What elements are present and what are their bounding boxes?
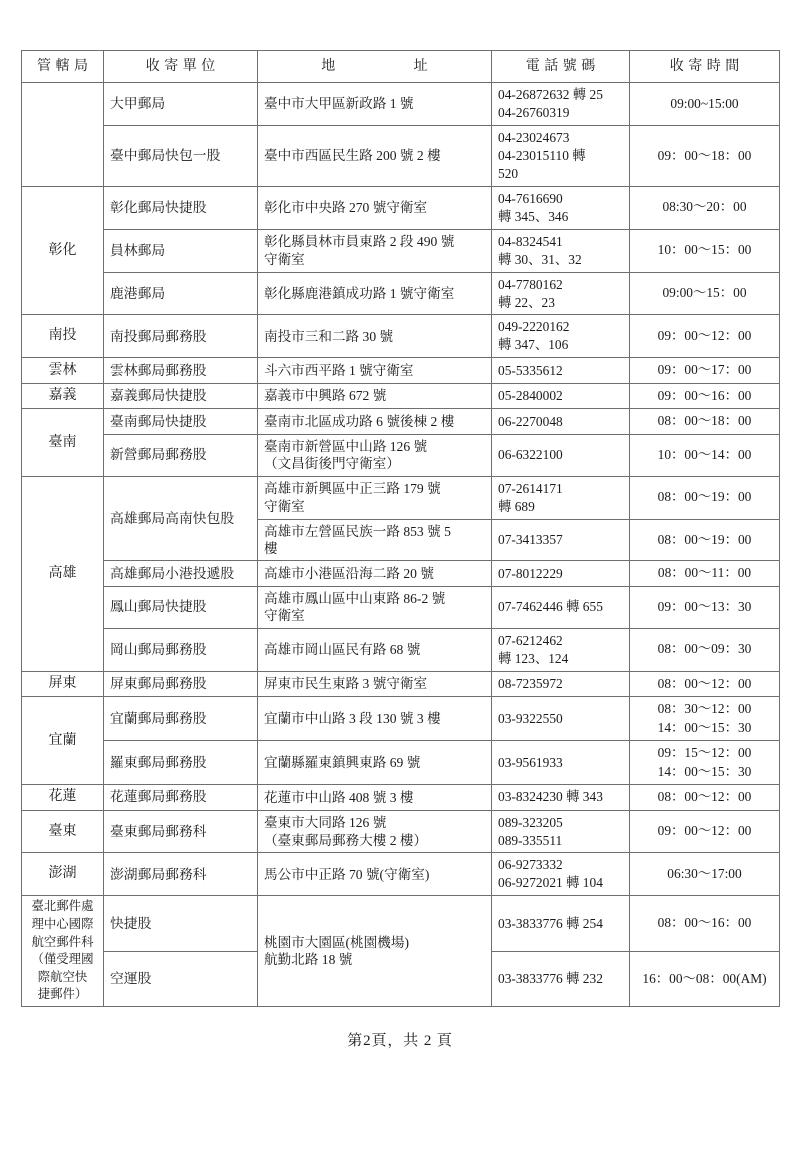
page-footer: 第2頁，共 2 頁 (347, 1033, 453, 1050)
cell-phone-line: 06-9272021 轉 104 (498, 875, 603, 891)
cell-phone-line: 04-7616690 (498, 190, 563, 206)
cell-hours (630, 315, 780, 358)
cell-address-line: 高雄市鳳山區中山東路 86-2 號 (264, 590, 446, 606)
cell-bureau (22, 896, 104, 1007)
cell-hours (630, 741, 780, 785)
cell-hours-line: 09：00～18：00 (657, 147, 752, 163)
cell-bureau: 臺東 (22, 810, 104, 853)
cell-phone (492, 476, 630, 519)
cell-hours (630, 519, 780, 561)
cell-bureau: 雲林 (22, 358, 104, 384)
cell-hours (630, 586, 780, 628)
cell-bureau (22, 83, 104, 187)
cell-phone-line: 03-9561933 (498, 754, 563, 770)
column-header-unit: 收寄單位 (104, 51, 258, 83)
cell-hours (630, 83, 780, 126)
cell-hours-line: 09：00～16：00 (657, 387, 752, 403)
cell-unit: 宜蘭郵局郵務股 (104, 697, 258, 741)
cell-address (258, 697, 492, 741)
cell-hours (630, 125, 780, 186)
cell-bureau: 嘉義 (22, 383, 104, 409)
cell-address (258, 671, 492, 697)
cell-phone-line: 轉 345、346 (498, 208, 569, 224)
cell-bureau-line: 際航空快 (37, 969, 88, 984)
table-row (22, 671, 780, 697)
cell-phone-line: 05-5335612 (498, 362, 563, 378)
table-row (22, 358, 780, 384)
cell-phone-line: 05-2840002 (498, 388, 563, 404)
cell-hours (630, 810, 780, 853)
cell-phone-line: 轉 123、124 (498, 650, 569, 666)
table-row (22, 409, 780, 435)
cell-hours (630, 697, 780, 741)
cell-hours-line: 08：00～16：00 (657, 915, 752, 931)
cell-unit: 員林郵局 (104, 229, 258, 272)
cell-address (258, 785, 492, 811)
cell-address-line: 屏東市民生東路 3 號守衛室 (264, 676, 428, 692)
cell-bureau: 澎湖 (22, 853, 104, 896)
cell-hours-line: 10：00～15：00 (657, 242, 752, 258)
cell-phone-line: 07-8012229 (498, 565, 563, 581)
cell-address-line: （文昌街後門守衛室） (264, 456, 400, 472)
cell-hours (630, 628, 780, 671)
cell-phone-line: 08-7235972 (498, 675, 563, 691)
cell-hours-line: 09：00～13：30 (657, 599, 752, 614)
cell-hours-line: 09:00～15：00 (662, 285, 747, 301)
cell-address-line: 彰化縣鹿港鎮成功路 1 號守衛室 (264, 285, 455, 301)
cell-address (258, 586, 492, 628)
cell-hours (630, 186, 780, 229)
cell-hours (630, 476, 780, 519)
cell-hours (630, 951, 780, 1006)
table-row (22, 476, 780, 519)
cell-address (258, 186, 492, 229)
cell-hours-line: 14：00～15：30 (657, 763, 752, 779)
cell-phone-line: 07-7462446 轉 655 (498, 599, 603, 615)
cell-bureau-line: 理中心國際 (31, 916, 94, 931)
cell-hours-line: 09：00～12：00 (657, 328, 752, 344)
cell-address-line: 宜蘭縣羅東鎮興東路 69 號 (264, 754, 421, 770)
cell-phone (492, 519, 630, 561)
cell-address-line: （臺東郵局郵務大樓 2 樓） (264, 832, 428, 848)
table-row (22, 315, 780, 358)
cell-phone-line: 089-335511 (498, 832, 563, 848)
cell-phone-line: 04-26760319 (498, 104, 570, 120)
cell-unit: 嘉義郵局快捷股 (104, 383, 258, 409)
table-row (22, 125, 780, 186)
cell-unit: 雲林郵局郵務股 (104, 358, 258, 384)
cell-phone (492, 697, 630, 741)
cell-bureau-line: 航空郵件科 (31, 934, 94, 949)
cell-address (258, 229, 492, 272)
cell-address (258, 434, 492, 476)
cell-phone-line: 04-26872632 轉 25 (498, 87, 603, 102)
cell-phone-line: 轉 347、106 (498, 337, 569, 353)
cell-phone-line: 07-2614171 (498, 480, 563, 496)
cell-hours (630, 434, 780, 476)
cell-hours-line: 08：00～12：00 (657, 675, 752, 691)
cell-address (258, 561, 492, 587)
cell-phone-line: 轉 30、31、32 (498, 251, 582, 267)
cell-address-line: 高雄市左營區民族一路 853 號 5 (264, 523, 451, 539)
cell-hours (630, 358, 780, 384)
cell-phone-line: 049-2220162 (498, 319, 570, 335)
cell-unit: 羅東郵局郵務股 (104, 741, 258, 785)
cell-address-line: 守衛室 (264, 608, 305, 624)
cell-phone-line: 07-3413357 (498, 531, 563, 547)
cell-unit: 南投郵局郵務股 (104, 315, 258, 358)
cell-address-line: 花蓮市中山路 408 號 3 樓 (264, 789, 414, 805)
cell-address (258, 476, 492, 519)
cell-phone-line: 04-8324541 (498, 233, 563, 249)
table-row (22, 383, 780, 409)
cell-bureau: 臺南 (22, 409, 104, 476)
cell-bureau: 彰化 (22, 186, 104, 315)
cell-unit: 岡山郵局郵務股 (104, 628, 258, 671)
table-row (22, 896, 780, 951)
table-row (22, 434, 780, 476)
cell-address-line: 宜蘭市中山路 3 段 130 號 3 樓 (264, 710, 441, 726)
cell-phone (492, 409, 630, 435)
cell-phone-line: 03-3833776 轉 254 (498, 915, 603, 931)
header-row (22, 51, 780, 83)
cell-address-line: 高雄市新興區中正三路 179 號 (264, 481, 441, 497)
table-row (22, 741, 780, 785)
cell-unit: 高雄郵局小港投遞股 (104, 561, 258, 587)
cell-phone (492, 810, 630, 853)
cell-phone (492, 896, 630, 951)
cell-hours (630, 561, 780, 587)
cell-hours-line: 08：00～19：00 (657, 489, 752, 505)
pickup-locations-table (21, 50, 780, 1007)
cell-phone-line: 03-3833776 轉 232 (498, 970, 603, 986)
cell-phone (492, 434, 630, 476)
cell-address (258, 896, 492, 1007)
cell-phone-line: 03-8324230 轉 343 (498, 789, 603, 805)
cell-address (258, 83, 492, 126)
cell-phone (492, 383, 630, 409)
table-row (22, 697, 780, 741)
cell-phone (492, 853, 630, 896)
cell-bureau: 高雄 (22, 476, 104, 671)
cell-address-line: 臺中市大甲區新政路 1 號 (264, 96, 414, 112)
cell-bureau: 花蓮 (22, 785, 104, 811)
cell-hours-line: 08：00～19：00 (657, 531, 752, 547)
cell-hours (630, 409, 780, 435)
cell-hours-line: 08:30～20：00 (662, 199, 747, 215)
cell-address (258, 383, 492, 409)
cell-hours (630, 896, 780, 951)
cell-address (258, 853, 492, 896)
cell-phone-line: 07-6212462 (498, 632, 563, 648)
cell-hours-line: 08：00～09：30 (657, 641, 752, 657)
cell-phone (492, 358, 630, 384)
cell-hours-line: 08：00～11：00 (657, 565, 752, 581)
cell-bureau: 南投 (22, 315, 104, 358)
cell-phone (492, 272, 630, 315)
cell-bureau: 宜蘭 (22, 697, 104, 785)
column-header-hours: 收寄時間 (630, 51, 780, 83)
cell-phone (492, 741, 630, 785)
table-row (22, 83, 780, 126)
cell-phone (492, 671, 630, 697)
cell-bureau: 屏東 (22, 671, 104, 697)
table-row (22, 628, 780, 671)
cell-phone-line: 06-6322100 (498, 447, 563, 463)
cell-hours (630, 853, 780, 896)
cell-phone-line: 轉 689 (498, 498, 535, 514)
cell-address-line: 高雄市岡山區民有路 68 號 (264, 641, 421, 657)
cell-address-line: 臺南市北區成功路 6 號後棟 2 樓 (264, 413, 455, 429)
cell-unit: 鳳山郵局快捷股 (104, 586, 258, 628)
cell-address-line: 臺中市西區民生路 200 號 2 樓 (264, 148, 441, 164)
cell-unit: 鹿港郵局 (104, 272, 258, 315)
cell-address-line: 臺南市新營區中山路 126 號 (264, 438, 428, 454)
cell-hours (630, 229, 780, 272)
cell-address-line: 航勤北路 18 號 (264, 952, 353, 968)
cell-hours-line: 08：00～12：00 (657, 789, 752, 805)
cell-address-line: 斗六市西平路 1 號守衛室 (264, 362, 414, 378)
cell-phone (492, 951, 630, 1006)
cell-address (258, 519, 492, 561)
cell-address-line: 桃園市大園區(桃園機場) (264, 934, 409, 950)
cell-phone-line: 089-323205 (498, 814, 563, 830)
cell-address-line: 守衛室 (264, 498, 305, 514)
cell-address-line: 守衛室 (264, 251, 305, 267)
column-header-bureau: 管轄局 (22, 51, 104, 83)
cell-phone (492, 785, 630, 811)
cell-hours-line: 09：15～12：00 (657, 745, 752, 761)
cell-phone (492, 628, 630, 671)
cell-address-line: 嘉義市中興路 672 號 (264, 388, 387, 404)
cell-address-line: 樓 (264, 540, 278, 556)
cell-address (258, 409, 492, 435)
cell-phone-line: 03-9322550 (498, 710, 563, 726)
table-row (22, 586, 780, 628)
table-row (22, 561, 780, 587)
cell-unit: 新營郵局郵務股 (104, 434, 258, 476)
cell-hours (630, 272, 780, 315)
cell-phone-line: 轉 22、23 (498, 294, 555, 310)
cell-address (258, 741, 492, 785)
cell-hours-line: 08：00～18：00 (657, 413, 752, 429)
table-row (22, 810, 780, 853)
cell-phone-line: 06-9273332 (498, 857, 563, 873)
cell-phone-line: 520 (498, 165, 519, 181)
cell-address-line: 高雄市小港區沿海二路 20 號 (264, 565, 434, 581)
table-body (22, 83, 780, 1007)
cell-unit: 臺東郵局郵務科 (104, 810, 258, 853)
cell-phone-line: 04-7780162 (498, 276, 563, 292)
cell-unit: 快捷股 (104, 896, 258, 951)
cell-phone (492, 125, 630, 186)
cell-hours-line: 10：00～14：00 (657, 447, 752, 463)
cell-hours-line: 09：00～12：00 (657, 823, 752, 839)
column-header-address: 地 址 (258, 51, 492, 83)
cell-hours-line: 06:30～17:00 (667, 866, 742, 882)
cell-phone (492, 83, 630, 126)
cell-unit: 屏東郵局郵務股 (104, 671, 258, 697)
cell-phone (492, 186, 630, 229)
cell-phone (492, 586, 630, 628)
cell-unit: 臺南郵局快捷股 (104, 409, 258, 435)
cell-address-line: 馬公市中正路 70 號(守衛室) (264, 866, 430, 882)
cell-unit: 彰化郵局快捷股 (104, 186, 258, 229)
cell-unit: 花蓮郵局郵務股 (104, 785, 258, 811)
cell-address (258, 272, 492, 315)
cell-phone-line: 06-2270048 (498, 413, 563, 429)
column-header-phone: 電話號碼 (492, 51, 630, 83)
cell-unit: 臺中郵局快包一股 (104, 125, 258, 186)
cell-phone (492, 229, 630, 272)
table-header (22, 51, 780, 83)
cell-bureau-line: 臺北郵件處 (31, 899, 94, 914)
cell-unit: 高雄郵局高南快包股 (104, 476, 258, 561)
cell-hours-line: 16：00～08：00(AM) (642, 970, 767, 986)
cell-hours (630, 671, 780, 697)
cell-address (258, 810, 492, 853)
cell-address (258, 358, 492, 384)
cell-address (258, 628, 492, 671)
cell-hours (630, 785, 780, 811)
cell-hours-line: 08：30～12：00 (657, 701, 752, 717)
cell-address-line: 南投市三和二路 30 號 (264, 328, 394, 344)
cell-address (258, 125, 492, 186)
cell-hours-line: 14：00～15：30 (657, 719, 752, 735)
cell-address-line: 彰化縣員林市員東路 2 段 490 號 (264, 234, 455, 250)
cell-unit: 空運股 (104, 951, 258, 1006)
cell-phone-line: 04-23015110 轉 (498, 147, 586, 163)
cell-bureau-line: （僅受理國 (31, 952, 94, 967)
cell-phone (492, 561, 630, 587)
cell-bureau-line: 捷郵件） (37, 987, 88, 1002)
cell-address-line: 臺東市大同路 126 號 (264, 815, 387, 831)
table-row (22, 785, 780, 811)
table-row (22, 229, 780, 272)
cell-hours-line: 09:00~15:00 (670, 95, 739, 111)
table-row (22, 272, 780, 315)
cell-address (258, 315, 492, 358)
cell-unit: 大甲郵局 (104, 83, 258, 126)
cell-unit: 澎湖郵局郵務科 (104, 853, 258, 896)
cell-phone (492, 315, 630, 358)
cell-hours (630, 383, 780, 409)
cell-address-line: 彰化市中央路 270 號守衛室 (264, 200, 428, 216)
table-row (22, 186, 780, 229)
table-row (22, 853, 780, 896)
cell-phone-line: 04-23024673 (498, 129, 570, 145)
cell-hours-line: 09：00～17：00 (657, 362, 752, 378)
